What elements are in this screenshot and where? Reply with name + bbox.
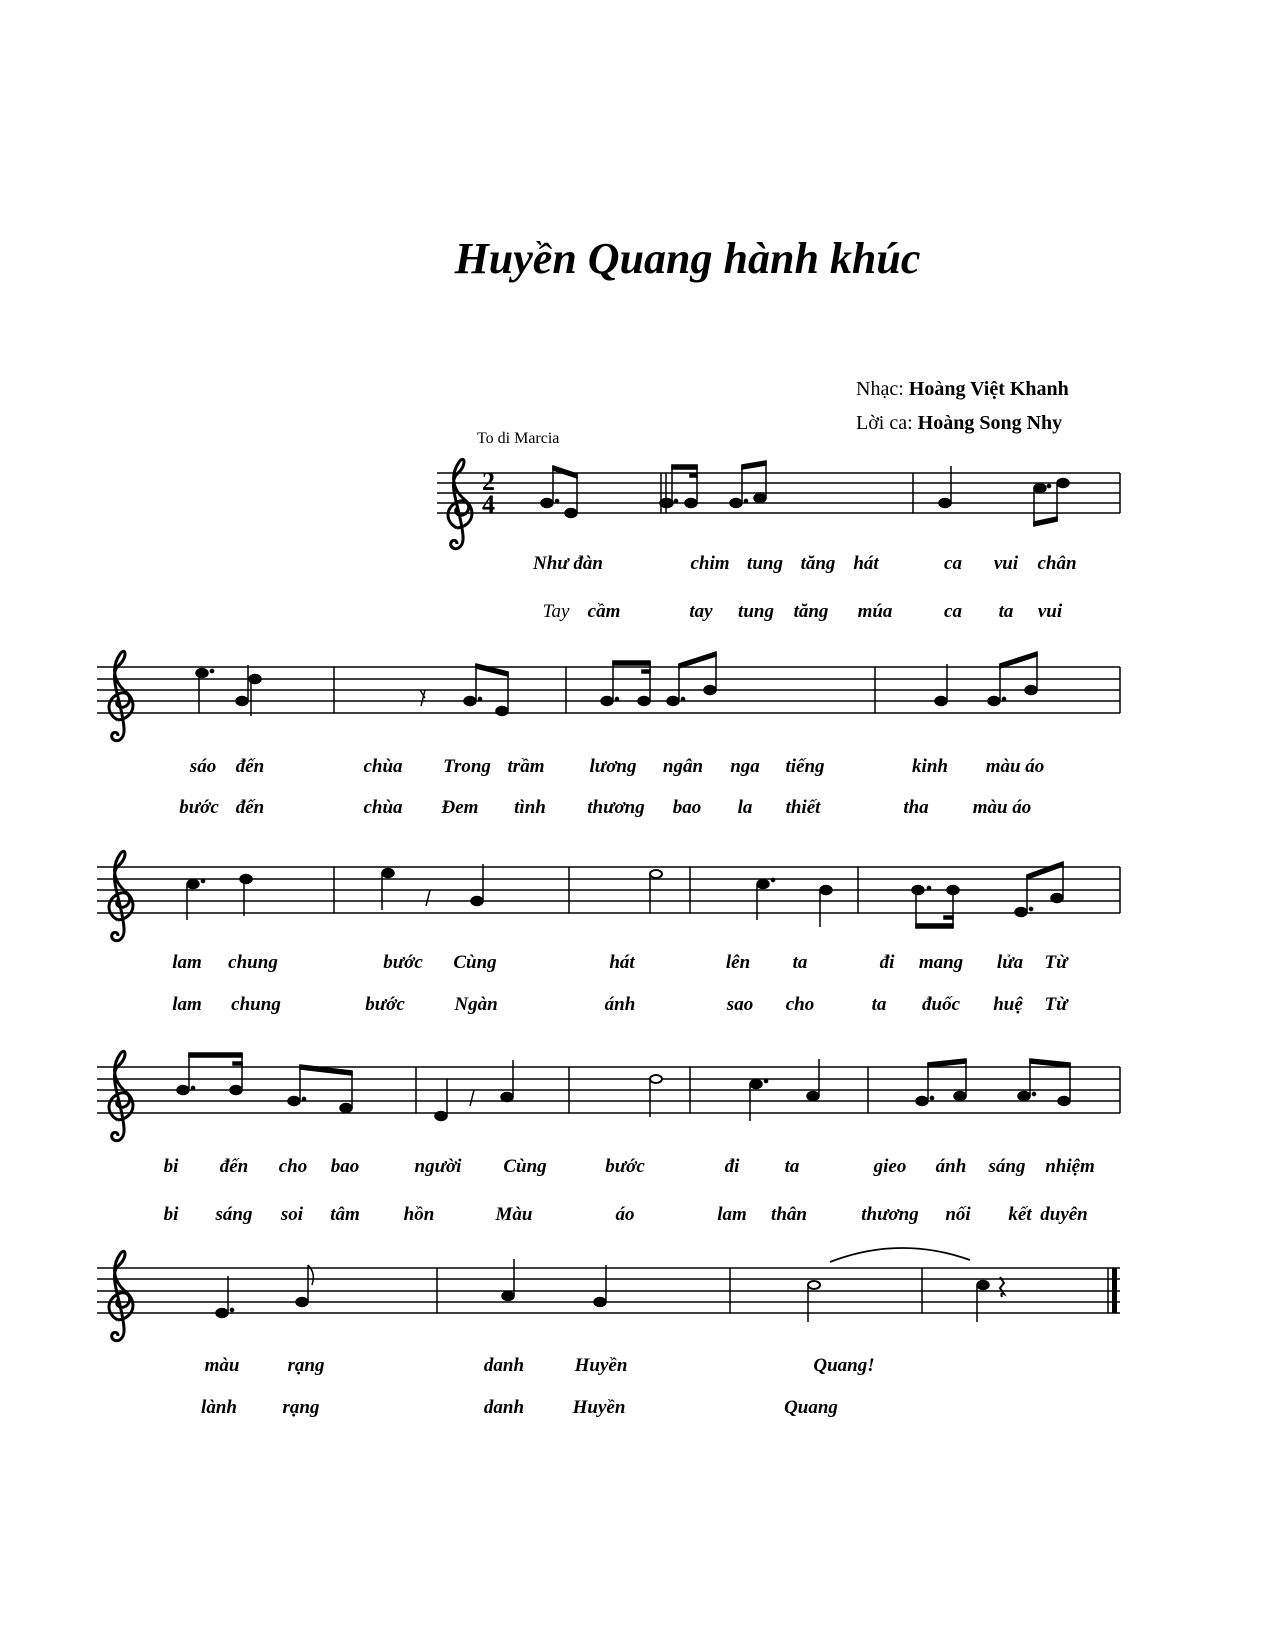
lyric-word: gieo (873, 1156, 907, 1177)
lyric-word: huệ (993, 994, 1023, 1015)
lyric-word: bước (365, 994, 405, 1015)
lyric-word: tăng (793, 601, 829, 622)
lyric-word: áo (615, 1204, 635, 1225)
lyric-word: Màu (495, 1204, 533, 1225)
song-title: Huyền Quang hành khúc (454, 234, 921, 283)
lyrics-credit-label: Lời ca: (856, 412, 913, 434)
lyric-word: thân (771, 1204, 807, 1225)
lyric-word: bi (163, 1204, 179, 1225)
lyric-word: hát (609, 952, 635, 973)
lyric-word: cho (278, 1156, 308, 1177)
lyric-word: Huyền (572, 1397, 626, 1418)
lyric-word: duyên (1040, 1204, 1088, 1225)
lyric-word: bước (179, 797, 219, 818)
lyric-word: tiếng (785, 756, 825, 777)
staff-system-5 (97, 1248, 1120, 1341)
lyric-word: trầm (507, 756, 545, 777)
lyric-word: ta (998, 601, 1014, 622)
lyric-word: lam (172, 994, 202, 1015)
lyric-word: Tay (542, 601, 570, 622)
lyric-word: lên (725, 952, 751, 973)
lyric-word: đến (219, 1156, 249, 1177)
lyric-word: sao (726, 994, 754, 1015)
lyric-word: màu áo (985, 756, 1045, 777)
lyrics-credit-author: Hoàng Song Nhy (917, 412, 1063, 434)
lyric-word: Cùng (453, 952, 497, 973)
lyric-word: nga (730, 756, 760, 777)
lyric-word: rạng (282, 1397, 320, 1418)
lyric-word: ta (792, 952, 808, 973)
lyric-word: bao (672, 797, 702, 818)
treble-clef-icon (109, 1251, 133, 1340)
lyric-word: chung (228, 952, 278, 973)
lyric-word: đi (724, 1156, 740, 1177)
lyric-word: đi (879, 952, 895, 973)
lyric-word: tâm (330, 1204, 360, 1225)
treble-clef-icon (109, 851, 133, 940)
lyric-word: kinh (912, 756, 948, 777)
lyric-word: tung (738, 601, 774, 622)
lyric-word: bi (163, 1156, 179, 1177)
treble-clef-icon (109, 651, 133, 740)
music-credit-label: Nhạc: (856, 378, 904, 400)
lyric-word: danh (483, 1355, 525, 1376)
lyric-word: cầm (587, 601, 621, 622)
lyric-word: ta (784, 1156, 800, 1177)
lyric-word: ta (871, 994, 887, 1015)
lyric-word: vui (993, 553, 1019, 574)
lyric-word: cho (785, 994, 815, 1015)
lyric-word: mang (918, 952, 964, 973)
lyric-word: thương (861, 1204, 919, 1225)
lyric-word: vui (1037, 601, 1063, 622)
lyric-word: đến (235, 756, 265, 777)
lyric-word: lành (201, 1397, 237, 1418)
lyric-word: Quang (784, 1397, 838, 1418)
lyric-word: hồn (403, 1204, 435, 1225)
lyric-word: lửa (996, 952, 1024, 973)
lyric-word: kết (1008, 1204, 1032, 1225)
lyric-word: tăng (800, 553, 836, 574)
lyric-word: đến (235, 797, 265, 818)
lyric-word: ca (944, 553, 962, 574)
lyric-word: ca (944, 601, 962, 622)
final-barline (1112, 1268, 1117, 1313)
tempo-marking: To di Marcia (477, 430, 560, 447)
lyric-word: danh (483, 1397, 525, 1418)
lyric-word: ánh (604, 994, 636, 1015)
lyric-word: Ngàn (454, 994, 498, 1015)
lyric-word: tha (903, 797, 929, 818)
staff-system-1 (437, 459, 1120, 548)
lyric-word: rạng (287, 1355, 325, 1376)
lyric-word: Quang! (813, 1355, 875, 1376)
lyric-word: chung (231, 994, 281, 1015)
lyric-word: Trong (443, 756, 491, 777)
treble-clef-icon (109, 1051, 133, 1140)
staff-system-4 (97, 1051, 1120, 1140)
lyric-word: nối (945, 1204, 971, 1225)
lyric-word: sáng (988, 1156, 1026, 1177)
lyric-word: la (737, 797, 753, 818)
lyric-word: tình (514, 797, 546, 818)
lyric-word: Đem (441, 797, 479, 818)
lyric-word: tay (689, 601, 713, 622)
lyric-word: bước (383, 952, 423, 973)
lyric-word: bao (330, 1156, 360, 1177)
lyric-word: thiết (785, 797, 821, 818)
lyric-word: tung (747, 553, 783, 574)
lyric-word: Từ (1044, 994, 1068, 1015)
music-credit-author: Hoàng Việt Khanh (908, 378, 1069, 400)
lyric-word: lương (589, 756, 637, 777)
lyric-word: Cùng (503, 1156, 547, 1177)
time-signature-top: 2 (482, 467, 495, 496)
lyric-word: màu (204, 1355, 240, 1376)
lyric-word: lam (717, 1204, 747, 1225)
lyric-word: thương (587, 797, 645, 818)
lyric-word: Như đàn (533, 553, 603, 574)
lyric-word: lam (172, 952, 202, 973)
lyric-word: ngân (662, 756, 704, 777)
lyric-word: múa (857, 601, 893, 622)
lyric-word: người (414, 1156, 462, 1177)
lyric-word: màu áo (972, 797, 1032, 818)
lyric-word: Huyền (574, 1355, 628, 1376)
lyric-word: Từ (1044, 952, 1068, 973)
lyric-word: ánh (935, 1156, 967, 1177)
lyric-word: hát (853, 553, 879, 574)
staff-system-3 (97, 851, 1120, 940)
lyric-word: soi (280, 1204, 304, 1225)
staff-system-2 (97, 651, 1120, 740)
lyric-word: bước (605, 1156, 645, 1177)
lyric-word: sáo (189, 756, 217, 777)
lyric-word: chim (690, 553, 730, 574)
lyric-word: chân (1037, 553, 1077, 574)
lyric-word: sáng (215, 1204, 253, 1225)
time-signature-bottom: 4 (482, 490, 495, 519)
lyric-word: chùa (363, 797, 403, 818)
lyric-word: chùa (363, 756, 403, 777)
lyric-word: đuốc (922, 994, 960, 1015)
lyric-word: nhiệm (1045, 1156, 1095, 1177)
